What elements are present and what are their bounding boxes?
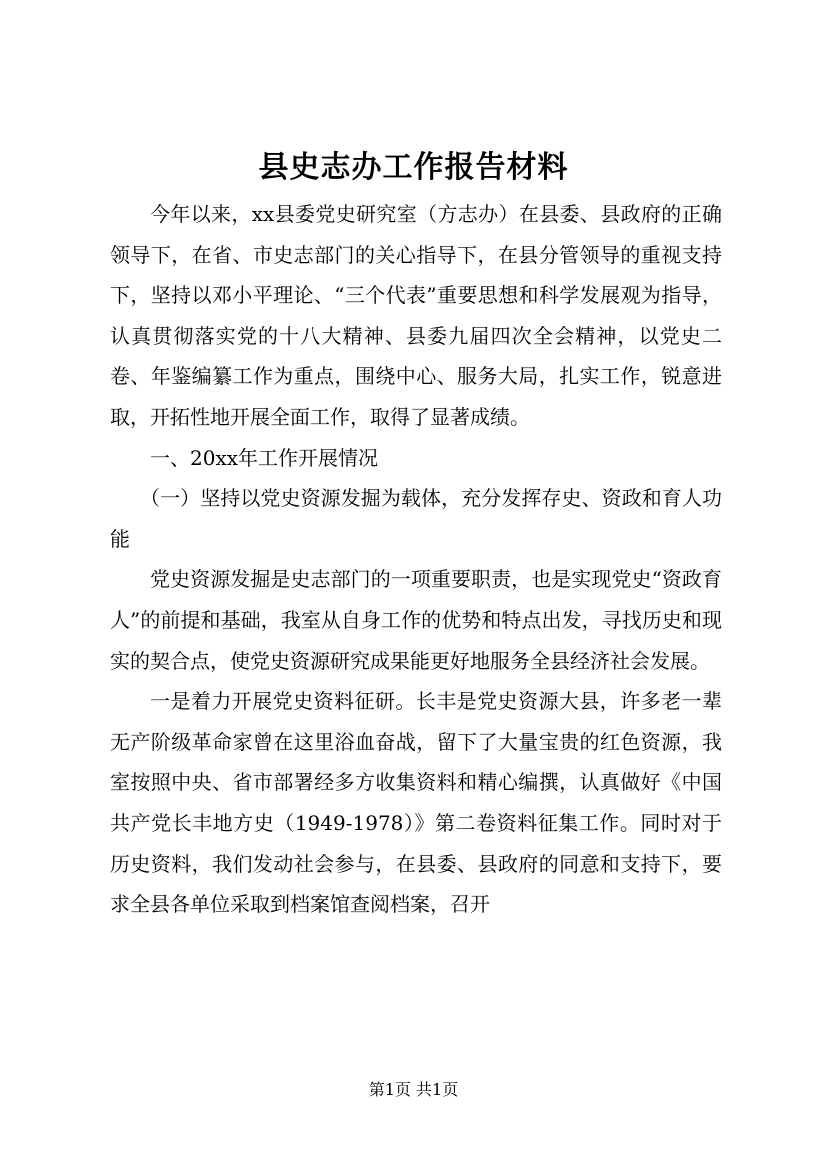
section-heading: 一、20xx年工作开展情况 xyxy=(150,445,379,470)
document-title: 县史志办工作报告材料 xyxy=(258,150,569,185)
paragraph-resources: 党史资源发掘是史志部门的一项重要职责，也是实现党史“资政育人”的前提和基础，我室从自身工作的优势和特点出发，寻找历史和现实的契合点，使党史资源研究成果能更好地服务全县经济社会发展。 xyxy=(110,567,722,673)
paragraph-research: 一是着力开展党史资料征研。长丰是党史资源大县，许多老一辈无产阶级革命家曾在这里浴血奋战，留下了大量宝贵的红色资源，我室按照中央、省市部署经多方收集资料和精心编撰，认真做好《中国共产党长丰地方史（1949-1978）》第二卷资料征集工作。同时对于历史资料，我们发动社会参与，在县委、县政府的同意和支持下，要求全县各单位采取到档案馆查阅档案，召开 xyxy=(110,689,722,917)
paragraph-intro: 今年以来，xx县委党史研究室（方志办）在县委、县政府的正确领导下，在省、市史志部门的关心指导下，在县分管领导的重视支持下，坚持以邓小平理论、“三个代表”重要思想和科学发展观为指导，认真贯彻落实党的十八大精神、县委九届四次全会精神，以党史二卷、年鉴编纂工作为重点，围绕中心、服务大局，扎实工作，锐意进取，开拓性地开展全面工作，取得了显著成绩。 xyxy=(110,202,722,429)
subsection-heading: （一）坚持以党史资源发掘为载体，充分发挥存史、资政和育人功能 xyxy=(110,486,722,551)
document-body xyxy=(110,194,722,925)
page-footer: 第1页 共1页 xyxy=(368,1080,459,1099)
